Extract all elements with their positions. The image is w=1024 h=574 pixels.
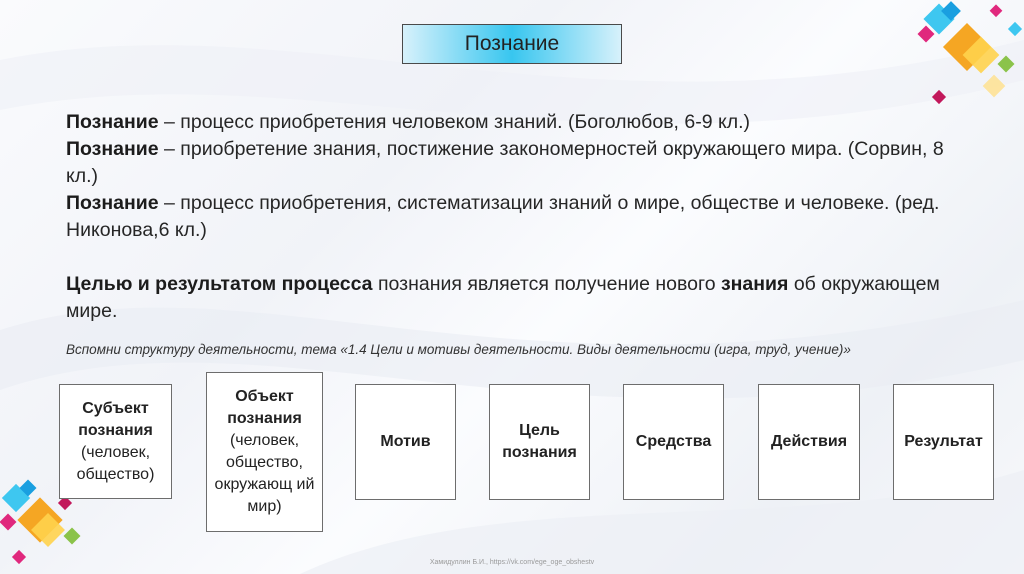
goal-bold-2: знания [720,273,789,295]
definition-term: Познание [66,111,159,133]
definition-term: Познание [66,192,159,214]
definition-1 [66,109,956,136]
box-result [893,384,994,500]
definition-text: – процесс приобретения, систематизации знаний о мире, обществе и человеке. (ред. Никонова,6 кл.) [66,192,940,241]
box-means [623,384,724,500]
reminder-note: Вспомни структуру деятельности, тема «1.4 Цели и мотивы деятельности. Виды деятельности (игра, труд, учение)» [66,342,851,357]
box-means-title: Средства [635,433,712,450]
goal-text-1: познания является получение нового [372,273,721,295]
definition-term: Познание [66,138,159,160]
box-goal [489,384,590,500]
box-object-desc: (человек, общество, окружающ ий мир) [214,432,315,515]
box-motive [355,384,456,500]
definition-3 [66,190,956,244]
box-goal-title: Цель познания [502,422,577,461]
goal-text-2: об окружающем мире. [66,273,940,322]
definition-text: – приобретение знания, постижение закономерностей окружающего мира. (Сорвин, 8 кл.) [66,138,944,187]
footer-credit: Хамидуллин Б.И., https://vk.com/ege_oge_obshestv [429,559,595,566]
box-actions-title: Действия [770,433,848,450]
decor-top-right-icon [900,0,1024,110]
box-result-title: Результат [904,433,983,450]
box-subject-title: Субъект познания [78,399,153,439]
box-motive-title: Мотив [380,433,431,450]
goal-bold-1: Целью и результатом процесса [66,273,373,295]
box-subject [59,384,172,499]
box-subject-desc: (человек, общество) [76,443,155,483]
box-actions [758,384,860,500]
definition-text: – процесс приобретения человеком знаний. (Боголюбов, 6-9 кл.) [158,111,751,133]
definitions-block [66,109,956,325]
goal-statement [66,271,956,325]
box-object-title: Объект познания [227,388,302,427]
slide-title: Познание [402,24,622,64]
definition-2 [66,136,956,190]
box-object [206,372,323,532]
